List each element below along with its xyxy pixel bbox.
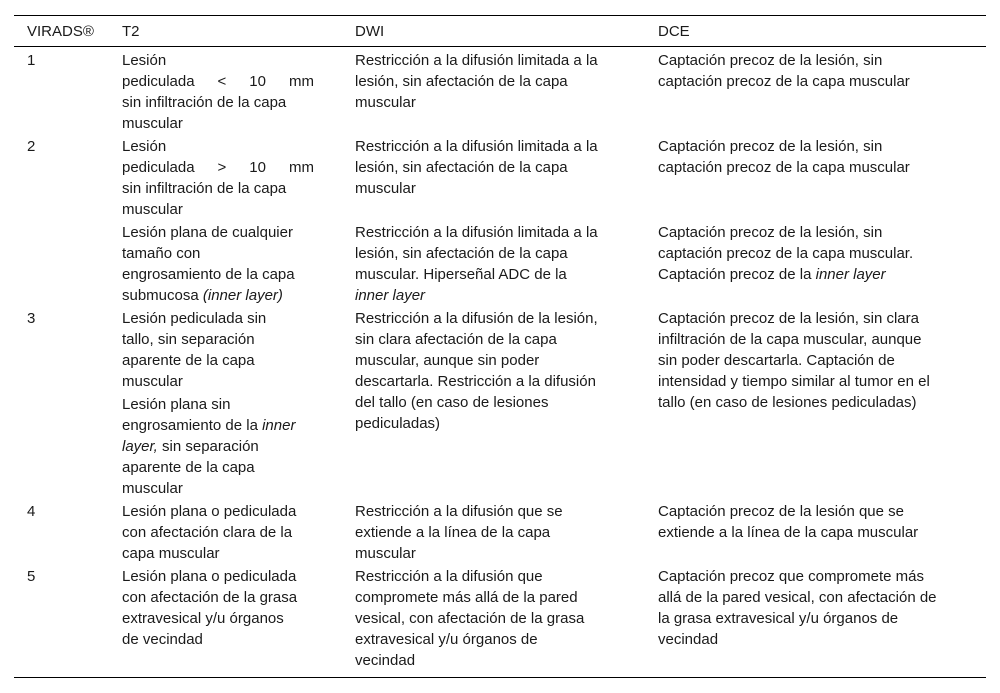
row2b-dce-line: captación precoz de la capa muscular. [658,245,914,262]
row1-dce-line: captación precoz de la capa muscular [658,73,910,90]
row2b-t2-line: tamaño con [122,245,201,262]
row4-dwi-line: extiende a la línea de la capa [355,524,551,541]
row3-t2-line: tallo, sin separación [122,331,255,348]
row3b-t2-line: engrosamiento de la inner [122,417,296,434]
row3-dce-line: tallo (en caso de lesiones pediculadas) [658,394,917,411]
row5-dwi-line: vecindad [355,652,416,669]
row1-t2-justified-line: pediculada < 10 mm [122,73,314,90]
row5-dce-line: Captación precoz que compromete más [658,568,924,585]
row5-dwi-line: extravesical y/u órganos de [355,631,538,648]
row4-dce-line: extiende a la línea de la capa muscular [658,524,919,541]
row2b-dwi-line: Restricción a la difusión limitada a la [355,224,598,241]
row4-t2-line: con afectación clara de la [122,524,293,541]
row1-t2-line: Lesión [122,52,167,69]
row5-dwi-line: compromete más allá de la pared [355,589,578,606]
row1-dce-line: Captación precoz de la lesión, sin [658,52,883,69]
row5-dce-line: vecindad [658,631,719,648]
row4-dce-line: Captación precoz de la lesión que se [658,503,904,520]
row3-virads: 3 [27,310,36,327]
row1-t2-line: muscular [122,115,183,132]
row2b-t2-line: Lesión plana de cualquier [122,224,293,241]
row1-dwi-line: lesión, sin afectación de la capa [355,73,568,90]
row3b-t2-line: Lesión plana sin [122,396,231,413]
row2-t2-line: muscular [122,201,183,218]
row5-dce-line: la grasa extravesical y/u órganos de [658,610,899,627]
row2-dce-line: captación precoz de la capa muscular [658,159,910,176]
row3-dwi-line: Restricción a la difusión de la lesión, [355,310,598,327]
row3-dce-line: intensidad y tiempo similar al tumor en el [658,373,930,390]
row3-t2-line: muscular [122,373,183,390]
row2-t2-line: Lesión [122,138,167,155]
row1-virads: 1 [27,52,36,69]
row3b-t2-line: aparente de la capa [122,459,255,476]
row2b-t2-line: engrosamiento de la capa [122,266,295,283]
row5-virads: 5 [27,568,36,585]
header-bottom-rule [14,46,986,47]
row5-t2-line: con afectación de la grasa [122,589,298,606]
row4-dwi-line: Restricción a la difusión que se [355,503,563,520]
row1-t2-line: sin infiltración de la capa [122,94,287,111]
row3-t2-line: Lesión pediculada sin [122,310,267,327]
table-top-rule [14,15,986,16]
row2b-dce-line: Captación precoz de la lesión, sin [658,224,883,241]
row4-dwi-line: muscular [355,545,416,562]
header-dce: DCE [658,23,690,40]
row3-dwi-line: del tallo (en caso de lesiones [355,394,549,411]
row2-virads: 2 [27,138,36,155]
row2b-dce-line: Captación precoz de la inner layer [658,266,886,283]
row4-virads: 4 [27,503,36,520]
row3-dwi-line: sin clara afectación de la capa [355,331,557,348]
row5-dce-line: allá de la pared vesical, con afectación de [658,589,937,606]
row2-dwi-line: Restricción a la difusión limitada a la [355,138,598,155]
row5-dwi-line: Restricción a la difusión que [355,568,543,585]
row1-dwi-line: Restricción a la difusión limitada a la [355,52,598,69]
row4-t2-line: capa muscular [122,545,220,562]
row5-t2-line: de vecindad [122,631,203,648]
row3b-t2-line: layer, sin separación [122,438,259,455]
row3-dce-line: Captación precoz de la lesión, sin clara [658,310,919,327]
header-t2: T2 [122,23,140,40]
row5-t2-line: Lesión plana o pediculada [122,568,297,585]
row2-dce-line: Captación precoz de la lesión, sin [658,138,883,155]
row3-dce-line: sin poder descartarla. Captación de [658,352,895,369]
row3-dwi-line: descartarla. Restricción a la difusión [355,373,596,390]
row3-dce-line: infiltración de la capa muscular, aunque [658,331,922,348]
row2-t2-justified-line: pediculada > 10 mm [122,159,314,176]
row3-dwi-line: muscular, aunque sin poder [355,352,540,369]
row2b-dwi-line: inner layer [355,287,426,304]
table-bottom-rule [14,677,986,678]
row2-t2-line: sin infiltración de la capa [122,180,287,197]
row3b-t2-line: muscular [122,480,183,497]
row5-t2-line: extravesical y/u órganos [122,610,284,627]
row2-dwi-line: lesión, sin afectación de la capa [355,159,568,176]
row1-dwi-line: muscular [355,94,416,111]
row3-dwi-line: pediculadas) [355,415,441,432]
row4-t2-line: Lesión plana o pediculada [122,503,297,520]
header-dwi: DWI [355,23,385,40]
row2b-dwi-line: lesión, sin afectación de la capa [355,245,568,262]
row2b-dwi-line: muscular. Hiperseñal ADC de la [355,266,567,283]
row2-dwi-line: muscular [355,180,416,197]
header-virads: VIRADS® [27,23,94,40]
row2b-t2-line: submucosa (inner layer) [122,287,283,304]
row3-t2-line: aparente de la capa [122,352,255,369]
row5-dwi-line: vesical, con afectación de la grasa [355,610,585,627]
